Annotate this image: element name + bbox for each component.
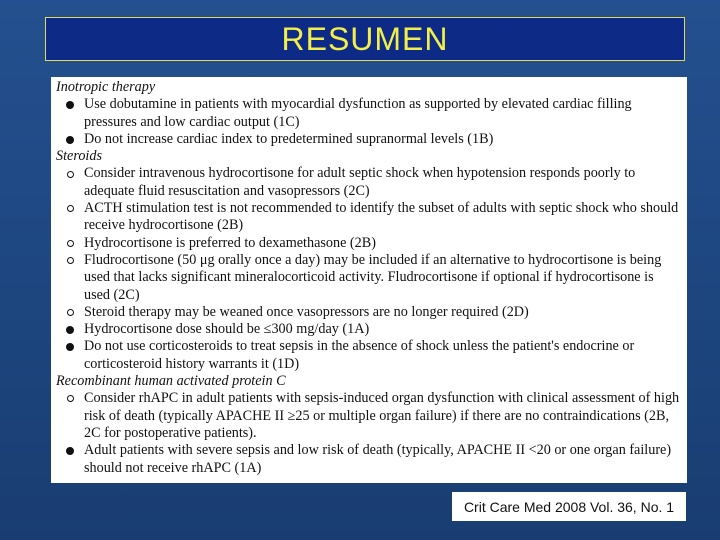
list-item-text: Do not increase cardiac index to predetermined supranormal levels (1B) xyxy=(84,130,494,147)
list-item-text: Consider intravenous hydrocortisone for adult septic shock when hypotension responds poorly to adequate fluid resuscitation and vasopressors (2C) xyxy=(84,165,636,199)
list-item-text: ACTH stimulation test is not recommended to identify the subset of adults with septic shock who should receive hydrocortisone (2B) xyxy=(84,200,679,234)
open-bullet-icon xyxy=(56,304,84,321)
list-item-text: Steroid therapy may be weaned once vasopressors are no longer required (2D) xyxy=(84,303,529,320)
list-item xyxy=(56,252,681,304)
list-item-text: Hydrocortisone dose should be ≤300 mg/day (1A) xyxy=(84,321,370,338)
list-item xyxy=(56,338,681,373)
open-bullet-icon xyxy=(56,235,84,252)
section-heading: Steroids xyxy=(56,148,102,165)
citation-box xyxy=(452,492,686,521)
filled-bullet-icon xyxy=(56,96,84,113)
filled-bullet-icon xyxy=(56,338,84,355)
list-item xyxy=(56,390,681,442)
list-item xyxy=(56,96,681,131)
list-item-text: Do not use corticosteroids to treat sepsis in the absence of shock unless the patient's endocrine or corticosteroid history warrants it (1D) xyxy=(84,338,635,372)
list-item-text: Hydrocortisone is preferred to dexamethasone (2B) xyxy=(84,234,376,251)
open-bullet-icon xyxy=(56,390,84,407)
open-bullet-icon xyxy=(56,165,84,182)
section-heading: Recombinant human activated protein C xyxy=(56,373,286,390)
citation-text: Crit Care Med 2008 Vol. 36, No. 1 xyxy=(463,498,675,515)
list-item xyxy=(56,321,681,338)
open-bullet-icon xyxy=(56,252,84,269)
filled-bullet-icon xyxy=(56,131,84,148)
list-item xyxy=(56,131,681,148)
section-heading: Inotropic therapy xyxy=(56,79,156,95)
title-banner xyxy=(45,17,685,61)
list-item-text: Fludrocortisone (50 μg orally once a day) may be included if an alternative to hydrocortisone is being used that lacks significant mineralocorticoid activity. Fludrocortisone if optional if hydrocortisone is used (2C) xyxy=(84,251,662,303)
list-item xyxy=(56,165,681,200)
list-item-text: Use dobutamine in patients with myocardial dysfunction as supported by elevated cardiac filling pressures and low cardiac output (1C) xyxy=(84,96,632,130)
filled-bullet-icon xyxy=(56,442,84,459)
list-item xyxy=(56,442,681,477)
list-item xyxy=(56,200,681,235)
guidelines-document xyxy=(51,77,687,483)
list-item xyxy=(56,235,681,252)
list-item-text: Consider rhAPC in adult patients with sepsis-induced organ dysfunction with clinical assessment of high risk of death (typically APACHE II ≥25 or multiple organ failure) if there are no contraindications (2B, 2C for postoperative patients). xyxy=(84,390,680,441)
list-item xyxy=(56,304,681,321)
list-item-text: Adult patients with severe sepsis and low risk of death (typically, APACHE II <20 or one organ failure) should not receive rhAPC (1A) xyxy=(84,442,672,476)
slide-title: RESUMEN xyxy=(281,20,449,57)
filled-bullet-icon xyxy=(56,321,84,338)
open-bullet-icon xyxy=(56,200,84,217)
